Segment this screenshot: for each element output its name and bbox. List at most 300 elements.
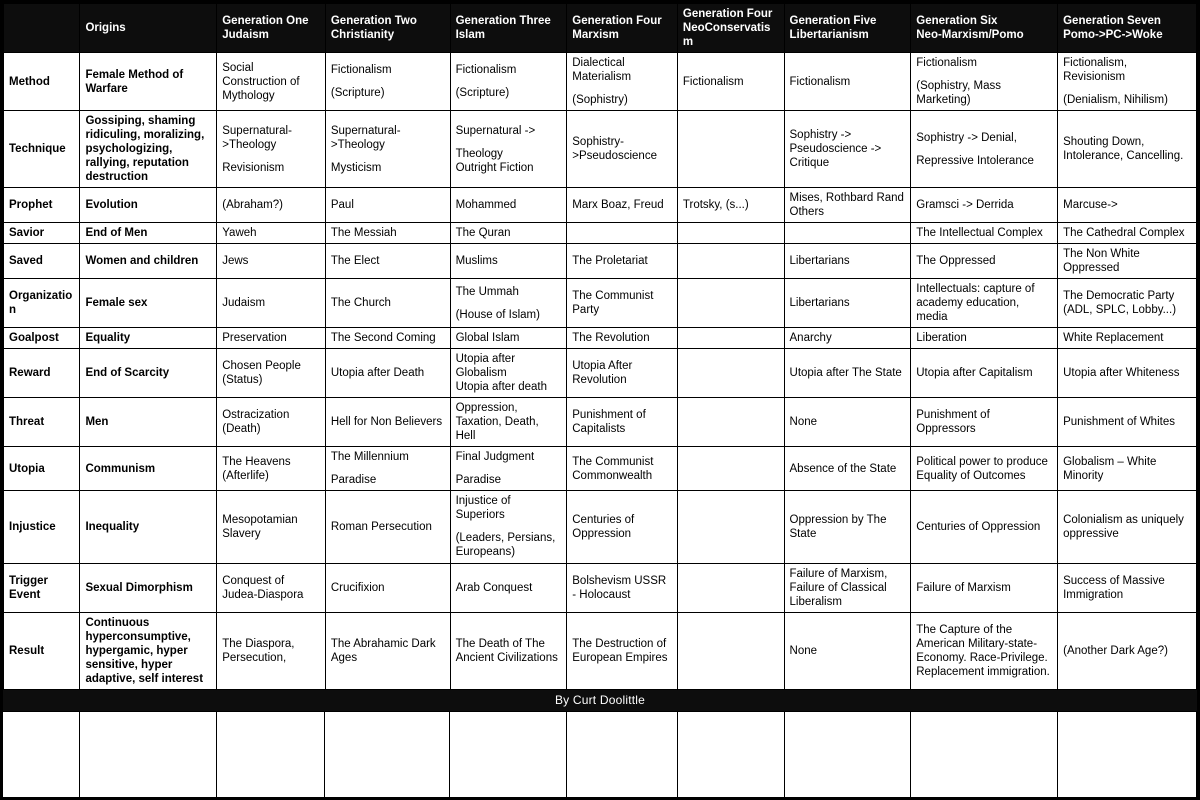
cell-line: Revisionism — [222, 161, 285, 174]
row-header-label: Savior — [4, 223, 80, 244]
table-row — [4, 223, 1197, 244]
table-header — [4, 4, 1197, 53]
column-generation-label: Generation Six — [916, 15, 998, 27]
table-cell — [1058, 612, 1197, 689]
table-cell — [784, 53, 911, 111]
table-cell — [677, 349, 784, 398]
table-cell — [1058, 223, 1197, 244]
cell-line: Communism — [85, 462, 156, 475]
spacer-segment — [911, 712, 1058, 797]
cell-line-gap — [916, 70, 1052, 79]
column-name-label: Origins — [85, 22, 126, 35]
cell-line: (Sophistry) — [572, 94, 628, 107]
cell-line: Oppression, Taxation, Death, Hell — [455, 402, 539, 443]
cell-line-gap — [683, 299, 779, 308]
cell-line: Liberation — [916, 332, 967, 345]
cell-line: The Elect — [330, 255, 380, 268]
table-cell — [911, 491, 1058, 563]
cell-line: Utopia After Revolution — [572, 360, 633, 387]
row-header-label: Threat — [4, 398, 80, 447]
cell-line: White Replacement — [1063, 332, 1164, 345]
cell-line: Centuries of Oppression — [572, 513, 635, 540]
table-cell — [450, 188, 567, 223]
cell-line: Fictionalism — [455, 64, 517, 77]
table-cell — [567, 563, 678, 612]
table-cell — [217, 244, 326, 279]
table-row — [4, 398, 1197, 447]
table-cell — [677, 223, 784, 244]
table-cell — [567, 53, 678, 111]
table-cell — [450, 447, 567, 491]
cell-line: Trotsky, (s...) — [682, 199, 749, 212]
table-cell — [217, 491, 326, 563]
cell-line-gap — [683, 229, 779, 238]
table-cell — [450, 612, 567, 689]
cell-line: Sexual Dimorphism — [85, 581, 193, 594]
table-row — [4, 188, 1197, 223]
cell-line: Ostracization (Death) — [222, 409, 290, 436]
table-cell — [325, 188, 450, 223]
table-cell — [784, 279, 911, 328]
origins-cell — [80, 398, 217, 447]
cell-line: Crucifixion — [330, 581, 385, 594]
cell-line-gap — [683, 145, 779, 154]
cell-line-gap — [456, 138, 562, 147]
cell-line: (Scripture) — [455, 87, 510, 100]
cell-line: Utopia after Capitalism — [916, 367, 1033, 380]
cell-line: Mesopotamian Slavery — [222, 513, 298, 540]
cell-line: Men — [85, 416, 109, 429]
table-cell — [677, 447, 784, 491]
table-row — [4, 349, 1197, 398]
origins-cell — [80, 328, 217, 349]
cell-line: The Capture of the American Military-state-Economy. Race-Privilege. Replacement immigration. — [916, 623, 1050, 678]
table-cell — [325, 398, 450, 447]
table-cell — [567, 349, 678, 398]
origins-cell — [80, 612, 217, 689]
table-cell — [677, 563, 784, 612]
table-row — [4, 563, 1197, 612]
spacer-segment — [678, 712, 785, 797]
cell-line: The Non White Oppressed — [1063, 248, 1140, 275]
cell-line-gap — [683, 418, 779, 427]
table-cell — [217, 328, 326, 349]
cell-line: The Democratic Party (ADL, SPLC, Lobby...) — [1063, 290, 1177, 317]
cell-line: The Revolution — [572, 332, 650, 345]
origins-cell — [80, 563, 217, 612]
cell-line: Globalism – White Minority — [1063, 455, 1157, 482]
cell-line: Sophistry -> Pseudoscience -> Critique — [789, 129, 882, 170]
table-cell — [1058, 349, 1197, 398]
cell-line: The Abrahamic Dark Ages — [330, 637, 436, 664]
table-cell — [1058, 398, 1197, 447]
cell-line: End of Scarcity — [85, 367, 170, 380]
table-cell — [911, 447, 1058, 491]
table-cell — [567, 244, 678, 279]
cell-line-gap — [683, 583, 779, 592]
cell-line: Chosen People (Status) — [222, 360, 301, 387]
table-cell — [911, 53, 1058, 111]
cell-line: Shouting Down, Intolerance, Cancelling. — [1063, 136, 1184, 163]
table-cell — [325, 447, 450, 491]
cell-line: Women and children — [85, 255, 199, 268]
cell-line-gap — [683, 464, 779, 473]
row-header-label: Reward — [4, 349, 80, 398]
cell-line: Utopia after Whiteness — [1063, 367, 1180, 380]
cell-line: Dialectical Materialism — [572, 57, 632, 84]
table-cell — [567, 223, 678, 244]
table-cell — [450, 563, 567, 612]
table-cell — [677, 328, 784, 349]
cell-line-gap — [331, 77, 445, 86]
table-row — [4, 328, 1197, 349]
table-cell — [217, 111, 326, 188]
cell-line: Anarchy — [789, 332, 832, 345]
table-cell — [325, 563, 450, 612]
table-cell — [325, 244, 450, 279]
column-generation-label: Generation Seven — [1063, 15, 1161, 27]
cell-line: Injustice of Superiors — [455, 495, 511, 522]
table-cell — [784, 612, 911, 689]
table-row — [4, 111, 1197, 188]
cell-line: Arab Conquest — [455, 581, 533, 594]
column-header-marxism — [567, 4, 678, 53]
cell-line: The Millennium — [330, 451, 409, 464]
table-cell — [784, 111, 911, 188]
table-cell — [784, 188, 911, 223]
cell-line-gap — [331, 464, 445, 473]
table-cell — [677, 279, 784, 328]
table-cell — [450, 279, 567, 328]
cell-line: Sophistry->Pseudoscience — [572, 136, 657, 163]
cell-line: Fictionalism — [330, 64, 392, 77]
table-cell — [1058, 447, 1197, 491]
cell-line: (Denialism, Nihilism) — [1063, 94, 1168, 107]
table-row — [4, 279, 1197, 328]
cell-line: Oppression by The State — [789, 513, 887, 540]
cell-line-gap — [683, 257, 779, 266]
cell-line: Political power to produce Equality of Outcomes — [916, 455, 1048, 482]
cell-line: Sophistry -> Denial, — [916, 131, 1017, 144]
table-cell — [325, 491, 450, 563]
table-cell — [784, 447, 911, 491]
cell-line: Utopia after The State — [789, 367, 902, 380]
table-cell — [1058, 244, 1197, 279]
table-cell — [325, 349, 450, 398]
table-cell — [784, 223, 911, 244]
cell-line: The Ummah — [455, 285, 519, 298]
cell-line-gap — [456, 77, 562, 86]
table-cell — [217, 563, 326, 612]
cell-line: Mohammed — [455, 199, 517, 212]
cell-line: Equality — [85, 332, 131, 345]
cell-line: Theology — [455, 147, 503, 160]
table-cell — [911, 188, 1058, 223]
column-header-origins — [80, 4, 217, 53]
row-header-label: Trigger Event — [4, 563, 80, 612]
cell-line: Repressive Intolerance — [916, 154, 1034, 167]
cell-line: Punishment of Capitalists — [572, 409, 646, 436]
table-cell — [217, 612, 326, 689]
cell-line: Fictionalism — [682, 75, 744, 88]
table-row — [4, 612, 1197, 689]
spacer-segment — [325, 712, 450, 797]
spacer-segment — [80, 712, 217, 797]
row-header-label: Result — [4, 612, 80, 689]
cell-line: Colonialism as uniquely oppressive — [1063, 513, 1184, 540]
cell-line: Punishment of Whites — [1063, 416, 1175, 429]
column-name-label: Neo-Marxism/Pomo — [916, 29, 1024, 42]
table-cell — [217, 223, 326, 244]
cell-line: Failure of Marxism — [916, 581, 1011, 594]
column-header-libertarianism — [784, 4, 911, 53]
cell-line: Inequality — [85, 520, 140, 533]
cell-line-gap — [456, 299, 562, 308]
cell-line: Continuous hyperconsumptive, hypergamic, hyper sensitive, hyper adaptive, self interest — [85, 616, 204, 685]
table-cell — [911, 244, 1058, 279]
cell-line: Mises, Rothbard Rand Others — [789, 192, 904, 219]
table-cell — [677, 398, 784, 447]
cell-line: Failure of Marxism, Failure of Classical Liberalism — [789, 567, 888, 608]
column-name-label: Judaism — [222, 29, 269, 42]
cell-line: The Diaspora, Persecution, — [222, 637, 295, 664]
table-row — [4, 53, 1197, 111]
origins-cell — [80, 279, 217, 328]
table-bottom-spacer — [3, 711, 1197, 797]
cell-line: Evolution — [85, 199, 138, 212]
cell-line: Libertarians — [789, 255, 850, 268]
table-cell — [450, 111, 567, 188]
cell-line: Judaism — [222, 297, 266, 310]
cell-line: (Scripture) — [330, 87, 385, 100]
table-cell — [1058, 328, 1197, 349]
column-name-label: Christianity — [330, 29, 395, 42]
cell-line: Utopia after Death — [330, 367, 425, 380]
cell-line: Supernatural->Theology — [222, 124, 292, 151]
spacer-segment — [785, 712, 912, 797]
corner-cell — [4, 4, 80, 53]
table-body — [4, 53, 1197, 690]
column-generation-label: Generation One — [222, 15, 309, 27]
cell-line: Fictionalism — [916, 57, 977, 70]
cell-line: Gossiping, shaming ridiculing, moralizing, psychologizing, rallying, reputation destruction — [85, 115, 205, 184]
ideology-generations-table — [3, 3, 1197, 690]
table-cell — [217, 279, 326, 328]
table-cell — [325, 279, 450, 328]
cell-line: Punishment of Oppressors — [916, 409, 990, 436]
column-generation-label: Generation Five — [789, 15, 877, 27]
cell-line: Gramsci -> Derrida — [916, 199, 1014, 212]
cell-line-gap — [222, 152, 320, 161]
column-name-label: Islam — [455, 29, 485, 42]
column-header-islam — [450, 4, 567, 53]
column-generation-label: Generation Three — [455, 15, 551, 27]
row-header-label: Injustice — [4, 491, 80, 563]
cell-line: Conquest of Judea-Diaspora — [222, 574, 304, 601]
cell-line: Preservation — [222, 332, 287, 345]
table-cell — [1058, 111, 1197, 188]
row-header-label: Technique — [4, 111, 80, 188]
cell-line: (Abraham?) — [222, 199, 283, 212]
table-cell — [911, 563, 1058, 612]
cell-line-gap — [683, 334, 779, 343]
table-cell — [450, 244, 567, 279]
cell-line: Fictionalism — [789, 75, 851, 88]
table-cell — [567, 612, 678, 689]
cell-line: Fictionalism, Revisionism — [1063, 57, 1128, 84]
table-cell — [677, 612, 784, 689]
column-header-judaism — [217, 4, 326, 53]
table-cell — [911, 349, 1058, 398]
table-cell — [567, 111, 678, 188]
table-row — [4, 447, 1197, 491]
cell-line: Supernatural -> — [455, 124, 536, 137]
cell-line-gap — [683, 369, 779, 378]
origins-cell — [80, 244, 217, 279]
cell-line-gap — [916, 145, 1052, 154]
cell-line: The Quran — [455, 227, 511, 240]
cell-line: The Destruction of European Empires — [572, 637, 668, 664]
table-cell — [567, 328, 678, 349]
table-cell — [567, 447, 678, 491]
table-cell — [450, 53, 567, 111]
spacer-segment — [217, 712, 326, 797]
row-header-label: Organization — [4, 279, 80, 328]
row-header-label: Method — [4, 53, 80, 111]
cell-line: The Intellectual Complex — [916, 227, 1043, 240]
cell-line: The Messiah — [330, 227, 397, 240]
row-header-label: Utopia — [4, 447, 80, 491]
table-cell — [450, 398, 567, 447]
cell-line: The Oppressed — [916, 255, 996, 268]
table-cell — [217, 53, 326, 111]
column-generation-label: Generation Two — [330, 15, 417, 27]
cell-line: (Sophistry, Mass Marketing) — [916, 80, 1002, 107]
cell-line: Outright Fiction — [455, 161, 534, 174]
table-cell — [567, 188, 678, 223]
cell-line: Paradise — [330, 474, 377, 487]
table-cell — [1058, 563, 1197, 612]
origins-cell — [80, 447, 217, 491]
column-header-pomo-pc-woke — [1058, 4, 1197, 53]
cell-line: Yaweh — [222, 227, 257, 240]
table-cell — [450, 349, 567, 398]
cell-line: End of Men — [85, 227, 148, 240]
cell-line: The Church — [330, 297, 391, 310]
cell-line: Female sex — [85, 297, 148, 310]
table-cell — [677, 111, 784, 188]
row-header-label: Prophet — [4, 188, 80, 223]
cell-line-gap — [1063, 84, 1191, 93]
cell-line: Final Judgment — [455, 451, 535, 464]
cell-line: Marx Boaz, Freud — [572, 199, 664, 212]
cell-line-gap — [331, 152, 445, 161]
cell-line: (Leaders, Persians, Europeans) — [455, 532, 556, 559]
cell-line: The Proletariat — [572, 255, 648, 268]
column-name-label: Pomo->PC->Woke — [1063, 29, 1163, 42]
column-header-christianity — [325, 4, 450, 53]
cell-line-gap — [683, 522, 779, 531]
cell-line: Roman Persecution — [330, 520, 432, 533]
table-cell — [1058, 53, 1197, 111]
cell-line: Bolshevism USSR - Holocaust — [572, 574, 667, 601]
row-header-label: Saved — [4, 244, 80, 279]
cell-line: None — [789, 644, 818, 657]
spacer-segment — [3, 712, 80, 797]
spacer-segment — [1058, 712, 1197, 797]
cell-line: Paradise — [455, 474, 501, 487]
cell-line: (House of Islam) — [455, 308, 540, 321]
cell-line: Muslims — [455, 255, 498, 268]
table-cell — [325, 53, 450, 111]
table-cell — [325, 328, 450, 349]
table-cell — [784, 563, 911, 612]
table-cell — [677, 188, 784, 223]
cell-line: Marcuse-> — [1063, 199, 1118, 212]
origins-cell — [80, 491, 217, 563]
footer-credit: By Curt Doolittle — [3, 690, 1197, 711]
table-cell — [325, 223, 450, 244]
table-cell — [784, 349, 911, 398]
table-cell — [217, 447, 326, 491]
table-cell — [784, 398, 911, 447]
table-cell — [784, 244, 911, 279]
table-cell — [677, 491, 784, 563]
column-header-neo-marxism-pomo — [911, 4, 1058, 53]
cell-line: The Heavens (Afterlife) — [222, 455, 291, 482]
table-cell — [217, 188, 326, 223]
table-cell — [1058, 279, 1197, 328]
table-row — [4, 491, 1197, 563]
column-header-neoconservatism — [677, 4, 784, 53]
table-cell — [911, 398, 1058, 447]
cell-line: Utopia after death — [455, 381, 547, 394]
cell-line: Hell for Non Believers — [330, 416, 443, 429]
column-generation-label: Generation Four — [572, 15, 662, 27]
cell-line: The Communist Commonwealth — [572, 455, 654, 482]
column-name-label: Libertarianism — [789, 29, 869, 42]
table-cell — [911, 223, 1058, 244]
cell-line: Absence of the State — [789, 462, 897, 475]
cell-line: Supernatural->Theology — [330, 124, 401, 151]
cell-line: The Communist Party — [572, 290, 654, 317]
table-cell — [450, 328, 567, 349]
table-cell — [677, 53, 784, 111]
table-cell — [1058, 491, 1197, 563]
table-cell — [784, 491, 911, 563]
cell-line-gap — [790, 229, 906, 238]
cell-line-gap — [572, 229, 672, 238]
origins-cell — [80, 53, 217, 111]
cell-line: Utopia after Globalism — [455, 353, 516, 380]
cell-line: Success of Massive Immigration — [1063, 574, 1165, 601]
cell-line: None — [789, 416, 818, 429]
cell-line: Jews — [222, 255, 249, 268]
table-cell — [911, 111, 1058, 188]
table-cell — [450, 491, 567, 563]
cell-line: Centuries of Oppression — [916, 520, 1041, 533]
cell-line: Intellectuals: capture of academy education, media — [916, 283, 1035, 324]
origins-cell — [80, 111, 217, 188]
table-cell — [450, 223, 567, 244]
cell-line: (Another Dark Age?) — [1063, 644, 1168, 657]
cell-line-gap — [683, 646, 779, 655]
table-cell — [567, 398, 678, 447]
table-cell — [567, 491, 678, 563]
table-cell — [911, 328, 1058, 349]
cell-line: The Death of The Ancient Civilizations — [455, 637, 558, 664]
column-name-label: NeoConservatism — [682, 22, 771, 49]
